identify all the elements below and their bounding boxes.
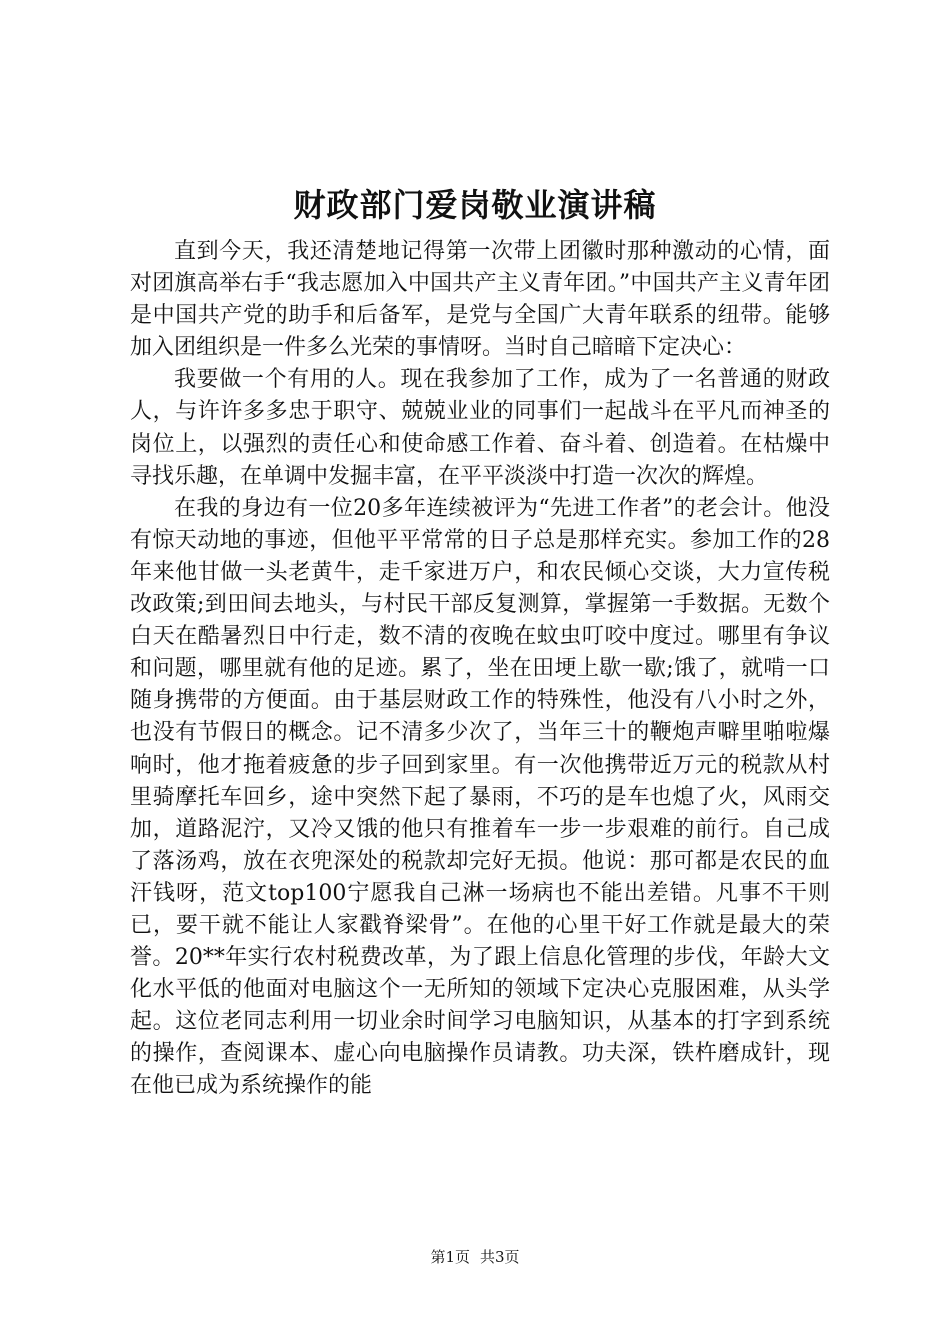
paragraph: 在我的身边有一位20多年连续被评为“先进工作者”的老会计。他没有惊天动地的事迹，但他平平常常的日子总是那样充实。参加工作的28年来他甘做一头老黄牛，走千家进万户，和农民倾心交谈，大力宣传税改政策;到田间去地头，与村民干部反复测算，掌握第一手数据。无数个白天在酷暑烈日中行走，数不清的夜晚在蚊虫叮咬中度过。哪里有争议和问题，哪里就有他的足迹。累了，坐在田埂上歇一歇;饿了，就啃一口随身携带的方便面。由于基层财政工作的特殊性，他没有八小时之外，也没有节假日的概念。记不清多少次了，当年三十的鞭炮声噼里啪啦爆响时，他才拖着疲惫的步子回到家里。有一次他携带近万元的税款从村里骑摩托车回乡，途中突然下起了暴雨，不巧的是车也熄了火，风雨交加，道路泥泞，又冷又饿的他只有推着车一步一步艰难的前行。自己成了落汤鸡，放在衣兜深处的税款却完好无损。他说：那可都是农民的血汗钱呀，范文top100宁愿我自己淋一场病也不能出差错。凡事不干则已，要干就不能让人家戳脊梁骨”。在他的心里干好工作就是最大的荣誉。20**年实行农村税费改革，为了跟上信息化管理的步伐，年龄大文化水平低的他面对电脑这个一无所知的领域下定决心克服困难，从头学起。这位老同志利用一切业余时间学习电脑知识，从基本的打字到系统的操作，查阅课本、虚心向电脑操作员请教。功夫深，铁杵磨成针，现在他已成为系统操作的能 [130, 495, 830, 1099]
page-total: 共3页 [480, 1248, 520, 1266]
page-footer [0, 1247, 950, 1267]
document-body [130, 236, 830, 1103]
document-title: 财政部门爱岗敬业演讲稿 [293, 186, 657, 224]
paragraph: 直到今天，我还清楚地记得第一次带上团徽时那种激动的心情，面对团旗高举右手“我志愿加入中国共产主义青年团。”中国共产主义青年团是中国共产党的助手和后备军，是党与全国广大青年联系的纽带。能够加入团组织是一件多么光荣的事情呀。当时自己暗暗下定决心： [130, 239, 830, 361]
page-number: 第1页 [430, 1248, 470, 1266]
paragraph: 我要做一个有用的人。现在我参加了工作，成为了一名普通的财政人，与许许多多忠于职守、兢兢业业的同事们一起战斗在平凡而神圣的岗位上，以强烈的责任心和使命感工作着、奋斗着、创造着。在枯燥中寻找乐趣，在单调中发掘丰富，在平平淡淡中打造一次次的辉煌。 [130, 367, 830, 489]
